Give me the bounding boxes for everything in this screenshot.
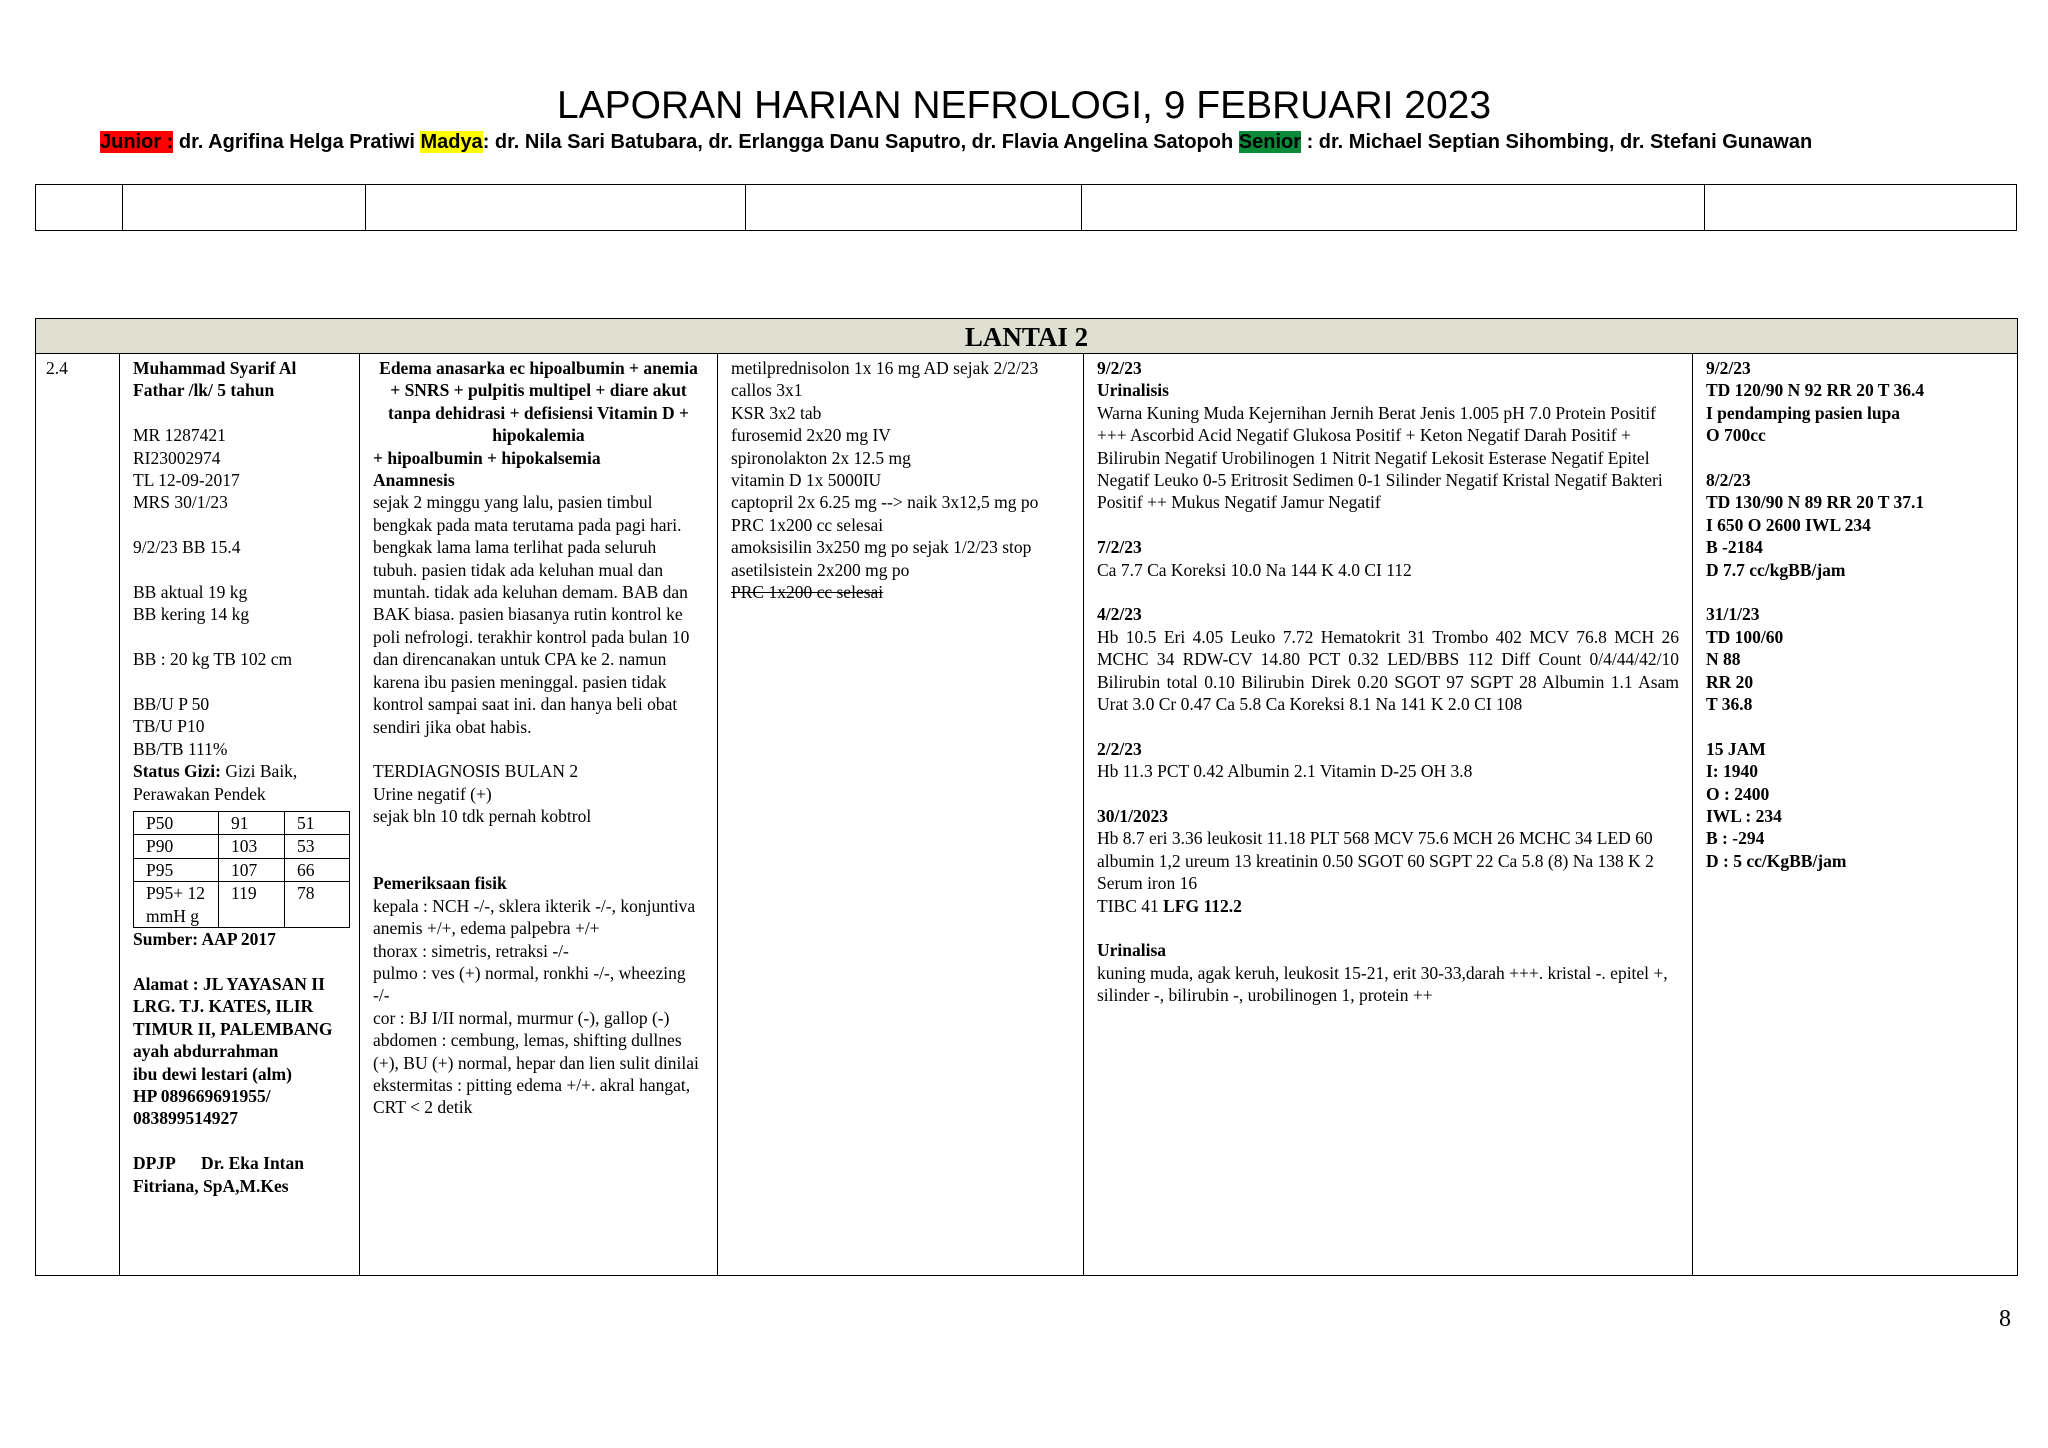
therapy-item: captopril 2x 6.25 mg --> naik 3x12,5 mg po [731, 492, 1039, 513]
team-line [100, 129, 1812, 155]
patient-ri: RI23002974 [133, 447, 221, 468]
report-title: LAPORAN HARIAN NEFROLOGI, 9 FEBRUARI 2023 [556, 84, 1492, 127]
junior-label: Junior : [100, 131, 174, 153]
table-row [36, 354, 2018, 1276]
bp-percentile-table [133, 811, 350, 928]
exam-line: pulmo : ves (+) normal, ronkhi -/-, wheezing -/- [373, 962, 686, 1006]
empty-header-table [35, 184, 2017, 231]
bp-cell: 78 [285, 882, 350, 928]
patient-name: Muhammad Syarif Al Fathar /lk/ 5 tahun [133, 358, 297, 401]
vital-line: B -2184 [1706, 537, 1763, 558]
therapy-item: asetilsistein 2x200 mg po [731, 559, 910, 580]
lab-text: Ca 7.7 Ca Koreksi 10.0 Na 144 K 4.0 CI 112 [1097, 559, 1412, 580]
vital-line: TD 120/90 N 92 RR 20 T 36.4 [1706, 380, 1925, 401]
diagnosis-main: Edema anasarka ec hipoalbumin + anemia + SNRS + pulpitis multipel + diare akut tanpa dehidrasi + defisiensi Vitamin D + hipokalemia [379, 358, 698, 446]
vital-line: D : 5 cc/KgBB/jam [1706, 850, 1847, 871]
madya-names: : dr. Nila Sari Batubara, dr. Erlangga Danu Saputro, dr. Flavia Angelina Satopoh [482, 131, 1239, 153]
vitals-cell [1693, 354, 2018, 1276]
senior-label: Senior [1238, 131, 1302, 153]
bp-cell: P90 [134, 835, 219, 858]
lab-tibc-line [1097, 895, 1679, 917]
exam-line: cor : BJ I/II normal, murmur (-), gallop (-) [373, 1007, 670, 1028]
bp-cell: 91 [219, 812, 285, 835]
vital-line: O 700cc [1706, 425, 1766, 446]
therapy-item: amoksisilin 3x250 mg po sejak 1/2/23 stop [731, 537, 1032, 558]
patient-number: 2.4 [36, 354, 120, 1276]
therapy-item: callos 3x1 [731, 380, 803, 401]
vital-line: B : -294 [1706, 828, 1765, 849]
status-gizi-value: Gizi Baik, Perawakan Pendek [133, 761, 298, 804]
therapy-item: vitamin D 1x 5000IU [731, 470, 882, 491]
empty-cell [1705, 185, 2017, 231]
lab-text: kuning muda, agak keruh, leukosit 15-21, erit 30-33,darah +++. kristal -. epitel +, silinder -, bilirubin -, urobilinogen 1, protein ++ [1097, 962, 1668, 1006]
patient-mother: ibu dewi lestari (alm) [133, 1063, 292, 1084]
patient-bb-kering: BB kering 14 kg [133, 604, 250, 625]
bp-cell: P95 [134, 858, 219, 881]
therapy-item: spironolakton 2x 12.5 mg [731, 447, 911, 468]
lab-section-label: Urinalisa [1097, 940, 1167, 961]
labs-cell [1084, 354, 1693, 1276]
lab-text: Hb 10.5 Eri 4.05 Leuko 7.72 Hematokrit 31 Trombo 402 MCV 76.8 MCH 26 MCHC 34 RDW-CV 14.80 PCT 0.32 LED/BBS 112 Diff Count 0/4/44/42/10 Bilirubin total 0.10 Bilirubin Direk 0.20 SGOT 97 SGPT 28 Albumin 1.1 Asam Urat 3.0 Cr 0.47 Ca 5.8 Ca Koreksi 8.1 Na 141 K 2.0 CI 108 [1097, 626, 1679, 715]
empty-cell [746, 185, 1082, 231]
therapy-item: KSR 3x2 tab [731, 402, 822, 423]
vital-line: I: 1940 [1706, 761, 1759, 782]
therapy-item: metilprednisolon 1x 16 mg AD sejak 2/2/23 [731, 358, 1039, 378]
patient-mrs: MRS 30/1/23 [133, 492, 228, 513]
urine-text: Urine negatif (+) [373, 783, 492, 804]
bp-cell: 103 [219, 835, 285, 858]
vital-line: 9/2/23 [1706, 358, 1751, 378]
senior-names: : dr. Michael Septian Sihombing, dr. Stefani Gunawan [1301, 131, 1813, 153]
bp-cell: 66 [285, 858, 350, 881]
patient-identity-cell [120, 354, 360, 1276]
lab-date: 30/1/2023 [1097, 806, 1168, 827]
vital-line: D 7.7 cc/kgBB/jam [1706, 559, 1846, 580]
therapy-cell [718, 354, 1084, 1276]
diagnosis-cell [360, 354, 718, 1276]
vital-line: RR 20 [1706, 671, 1754, 692]
therapy-item: furosemid 2x20 mg IV [731, 425, 891, 446]
exam-line: abdomen : cembung, lemas, shifting dullnes (+), BU (+) normal, hepar dan lien sulit dinilai [373, 1030, 699, 1073]
diagnosis-extra: + hipoalbumin + hipokalsemia [373, 447, 601, 468]
exam-line: kepala : NCH -/-, sklera ikterik -/-, konjuntiva anemis +/+, edema palpebra +/+ [373, 895, 696, 939]
vital-line: 31/1/23 [1706, 604, 1760, 625]
lab-serum-iron: Serum iron 16 [1097, 873, 1198, 894]
bp-cell: 51 [285, 812, 350, 835]
patient-bb-tb: BB : 20 kg TB 102 cm [133, 649, 293, 670]
lab-text: Warna Kuning Muda Kejernihan Jernih Berat Jenis 1.005 pH 7.0 Protein Positif +++ Ascorbid Acid Negatif Glukosa Positif + Keton Negatif Darah Positif + Bilirubin Negatif Urobilinogen 1 Nitrit Negatif Lekosit Esterase Negatif Epitel Negatif Leuko 0-5 Eritrosit Sedimen 0-1 Silinder Negatif Kristal Negatif Bakteri Positif ++ Mukus Negatif Jamur Negatif [1097, 402, 1663, 513]
vital-line: TD 100/60 [1706, 626, 1784, 647]
madya-label: Madya [420, 131, 483, 153]
patient-dpjp: DPJP Dr. Eka Intan Fitriana, SpA,M.Kes [133, 1153, 309, 1196]
patient-address: Alamat : JL YAYASAN II LRG. TJ. KATES, ILIR TIMUR II, PALEMBANG [133, 973, 333, 1039]
anamnesis-label: Anamnesis [373, 470, 455, 491]
therapy-item-struck: PRC 1x200 cc selesai [731, 582, 884, 603]
page-number: 8 [1999, 1306, 2011, 1332]
patient-table [35, 318, 2018, 1276]
bp-cell: 119 [219, 882, 285, 928]
patient-father: ayah abdurrahman [133, 1041, 279, 1062]
vital-line: I pendamping pasien lupa [1706, 402, 1901, 423]
therapy-item: PRC 1x200 cc selesai [731, 514, 884, 535]
patient-bb-u: BB/U P 50 [133, 694, 210, 715]
empty-cell [366, 185, 746, 231]
bp-source: Sumber: AAP 2017 [133, 929, 276, 950]
terdiagnosis-text: TERDIAGNOSIS BULAN 2 [373, 761, 579, 782]
floor-header: LANTAI 2 [36, 319, 2018, 354]
table-row [134, 835, 350, 858]
table-row [134, 812, 350, 835]
lab-lfg: LFG 112.2 [1163, 895, 1242, 916]
lab-section-label: Urinalisis [1097, 380, 1169, 401]
bp-cell: 107 [219, 858, 285, 881]
table-row [134, 882, 350, 928]
patient-tb-u: TB/U P10 [133, 716, 205, 737]
status-gizi-label: Status Gizi: [133, 761, 221, 782]
lab-text: Hb 8.7 eri 3.36 leukosit 11.18 PLT 568 MCV 75.6 MCH 26 MCHC 34 LED 60 albumin 1,2 ureum 13 kreatinin 0.50 SGOT 60 SGPT 22 Ca 5.8 (8) Na 138 K 2 [1097, 828, 1654, 871]
exam-line: thorax : simetris, retraksi -/- [373, 940, 569, 961]
patient-bb-date: 9/2/23 BB 15.4 [133, 537, 241, 558]
lab-date: 2/2/23 [1097, 738, 1142, 759]
vital-line: O : 2400 [1706, 783, 1770, 804]
bp-cell: 53 [285, 835, 350, 858]
vital-line: I 650 O 2600 IWL 234 [1706, 514, 1871, 535]
patient-mr: MR 1287421 [133, 425, 226, 446]
lab-date: 4/2/23 [1097, 604, 1142, 625]
pemeriksaan-label: Pemeriksaan fisik [373, 873, 507, 894]
empty-cell [36, 185, 123, 231]
vital-line: 8/2/23 [1706, 470, 1751, 491]
lab-tibc: TIBC 41 [1097, 895, 1164, 916]
bp-cell: P95+ 12 mmH g [134, 882, 219, 928]
vital-line: IWL : 234 [1706, 806, 1782, 827]
vital-line: N 88 [1706, 649, 1741, 670]
anamnesis-text: sejak 2 minggu yang lalu, pasien timbul bengkak pada mata terutama pada pagi hari. bengkak lama lama terlihat pada seluruh tubuh. pasien tidak ada keluhan mual dan muntah. tidak ada keluhan demam. BAB dan BAK biasa. pasien biasanya rutin kontrol ke poli nefrologi. terakhir kontrol pada bulan 10 dan direncanakan untuk CPA ke 2. namun karena ibu pasien meninggal. pasien tidak kontrol sampai saat ini. dan hanya beli obat sendiri jika obat habis. [373, 492, 695, 737]
vital-line: 15 JAM [1706, 738, 1766, 759]
bp-cell: P50 [134, 812, 219, 835]
empty-cell [123, 185, 366, 231]
kontrol-text: sejak bln 10 tdk pernah kobtrol [373, 806, 592, 827]
patient-bb-tb-pct: BB/TB 111% [133, 738, 228, 759]
patient-status-gizi [133, 760, 346, 805]
lab-text: Hb 11.3 PCT 0.42 Albumin 2.1 Vitamin D-25 OH 3.8 [1097, 761, 1473, 782]
exam-line: ekstermitas : pitting edema +/+. akral hangat, CRT < 2 detik [373, 1074, 691, 1118]
patient-tl: TL 12-09-2017 [133, 470, 240, 491]
vital-line: TD 130/90 N 89 RR 20 T 37.1 [1706, 492, 1925, 513]
vital-line: T 36.8 [1706, 694, 1753, 715]
patient-phone: HP 089669691955/ 083899514927 [133, 1085, 271, 1129]
patient-bb-aktual: BB aktual 19 kg [133, 582, 248, 603]
table-row [134, 858, 350, 881]
junior-names: dr. Agrifina Helga Pratiwi [173, 131, 421, 153]
lab-date: 7/2/23 [1097, 537, 1142, 558]
empty-cell [1082, 185, 1705, 231]
lab-date: 9/2/23 [1097, 358, 1142, 378]
